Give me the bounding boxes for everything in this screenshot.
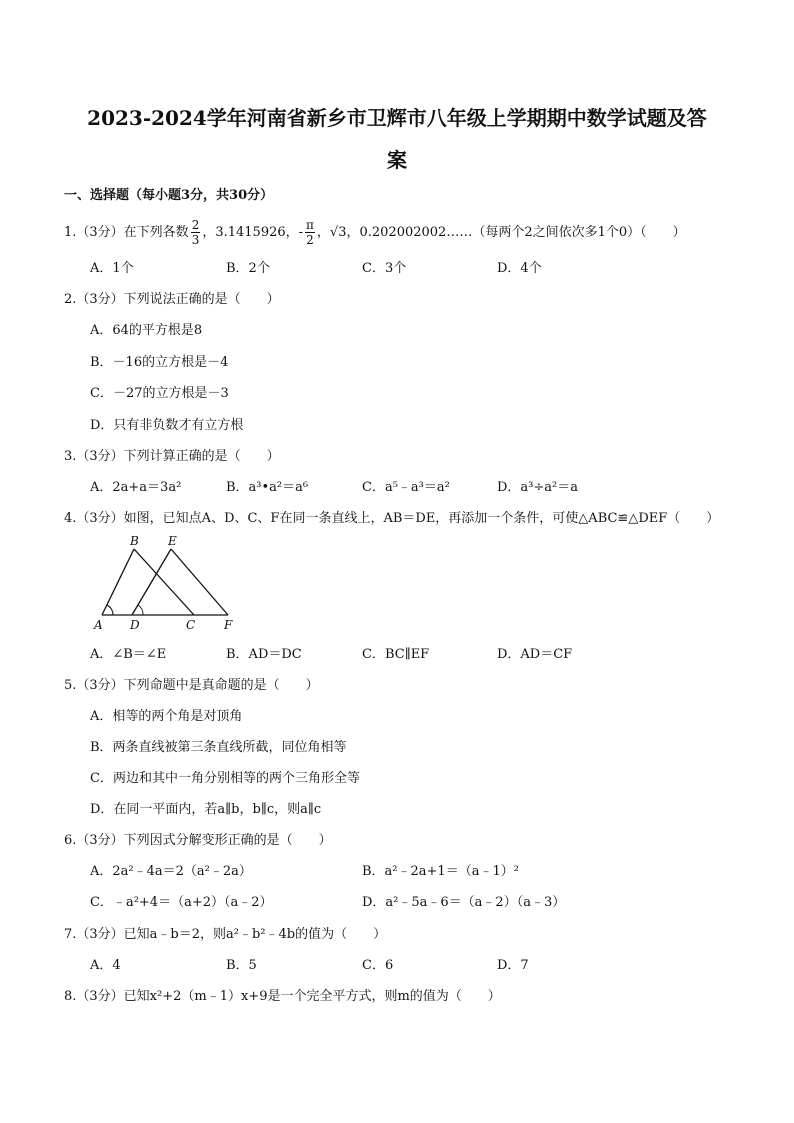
title-line-2: 案 — [387, 148, 407, 172]
q1-option-a[interactable]: A．1个 — [90, 261, 134, 276]
q1-stem-part-b: ，3.1415926，- — [202, 225, 304, 240]
q2-option-d[interactable]: D．只有非负数才有立方根 — [90, 418, 244, 433]
q1-option-d[interactable]: D．4个 — [497, 261, 542, 276]
q7-option-c[interactable]: C．6 — [362, 958, 394, 973]
question-5-stem: 5.（3分）下列命题中是真命题的是（ ） — [64, 678, 319, 693]
q5-option-d[interactable]: D．在同一平面内，若a∥b，b∥c，则a∥c — [90, 802, 322, 817]
q1-stem-part-c: ，√3，0.202002002……（每两个2之间依次多1个0）（ ） — [316, 225, 686, 240]
q6-option-a[interactable]: A．2a²﹣4a＝2（a²﹣2a） — [90, 864, 252, 879]
q5-option-b[interactable]: B．两条直线被第三条直线所截，同位角相等 — [90, 740, 347, 755]
segment-bc — [134, 549, 194, 615]
fraction-two-thirds — [191, 218, 201, 247]
section-heading: 一、选择题（每小题3分，共30分） — [64, 188, 274, 203]
q2-option-b[interactable]: B．－16的立方根是－4 — [90, 355, 229, 370]
frac1-den: 3 — [191, 233, 200, 247]
q1-option-c[interactable]: C．3个 — [362, 261, 407, 276]
q6-option-c[interactable]: C．﹣a²+4＝（a+2）（a﹣2） — [90, 895, 273, 910]
angle-arc-a — [107, 605, 113, 615]
q7-option-a[interactable]: A．4 — [90, 958, 121, 973]
q3-option-a[interactable]: A．2a+a＝3a² — [90, 480, 182, 495]
label-b: B — [130, 534, 139, 548]
q3-option-b[interactable]: B．a³•a²＝a⁶ — [226, 480, 309, 495]
q5-option-a[interactable]: A．相等的两个角是对顶角 — [90, 709, 243, 724]
frac1-num: 2 — [191, 218, 200, 232]
q4-option-c[interactable]: C．BC∥EF — [362, 647, 430, 662]
q4-option-d[interactable]: D．AD＝CF — [497, 647, 573, 662]
q5-option-c[interactable]: C．两边和其中一角分别相等的两个三角形全等 — [90, 771, 360, 786]
q1-stem-part-a: 1.（3分）在下列各数 — [64, 225, 189, 240]
label-f: F — [224, 618, 233, 632]
question-4-stem: 4.（3分）如图，已知点A、D、C、F在同一条直线上，AB＝DE，再添加一个条件，可使△ABC≌△DEF（ ） — [64, 511, 720, 526]
question-1-stem — [64, 218, 686, 247]
label-d: D — [130, 618, 140, 632]
fraction-pi-over-two — [305, 218, 315, 247]
angle-arc-d — [138, 605, 143, 615]
question-6-stem: 6.（3分）下列因式分解变形正确的是（ ） — [64, 833, 332, 848]
segment-ef — [171, 549, 228, 615]
q2-option-c[interactable]: C．－27的立方根是－3 — [90, 386, 229, 401]
q7-option-d[interactable]: D．7 — [497, 958, 529, 973]
q4-option-b[interactable]: B．AD＝DC — [226, 647, 302, 662]
frac2-den: 2 — [306, 233, 314, 247]
label-c: C — [186, 618, 196, 632]
question-8-stem: 8.（3分）已知x²+2（m﹣1）x+9是一个完全平方式，则m的值为（ ） — [64, 989, 501, 1004]
question-7-stem: 7.（3分）已知a﹣b＝2，则a²﹣b²﹣4b的值为（ ） — [64, 927, 387, 942]
q4-option-a[interactable]: A．∠B＝∠E — [90, 647, 167, 662]
q3-option-c[interactable]: C．a⁵﹣a³＝a² — [362, 480, 450, 495]
q7-option-b[interactable]: B．5 — [226, 958, 257, 973]
q6-option-d[interactable]: D．a²﹣5a﹣6＝（a﹣2）（a﹣3） — [362, 895, 566, 910]
triangle-figure — [88, 533, 248, 633]
q2-option-a[interactable]: A．64的平方根是8 — [90, 323, 203, 338]
question-2-stem: 2.（3分）下列说法正确的是（ ） — [64, 292, 280, 307]
title-line-1: 2023-2024学年河南省新乡市卫辉市八年级上学期期中数学试题及答 — [87, 106, 707, 130]
segment-ab — [102, 549, 134, 615]
frac2-num: π — [306, 218, 314, 232]
q6-option-b[interactable]: B．a²﹣2a+1＝（a﹣1）² — [362, 864, 519, 879]
q3-option-d[interactable]: D．a³÷a²＝a — [497, 480, 578, 495]
segment-de — [132, 549, 171, 615]
question-3-stem: 3.（3分）下列计算正确的是（ ） — [64, 449, 280, 464]
label-e: E — [168, 534, 177, 548]
label-a: A — [94, 618, 103, 632]
q1-option-b[interactable]: B．2个 — [226, 261, 270, 276]
